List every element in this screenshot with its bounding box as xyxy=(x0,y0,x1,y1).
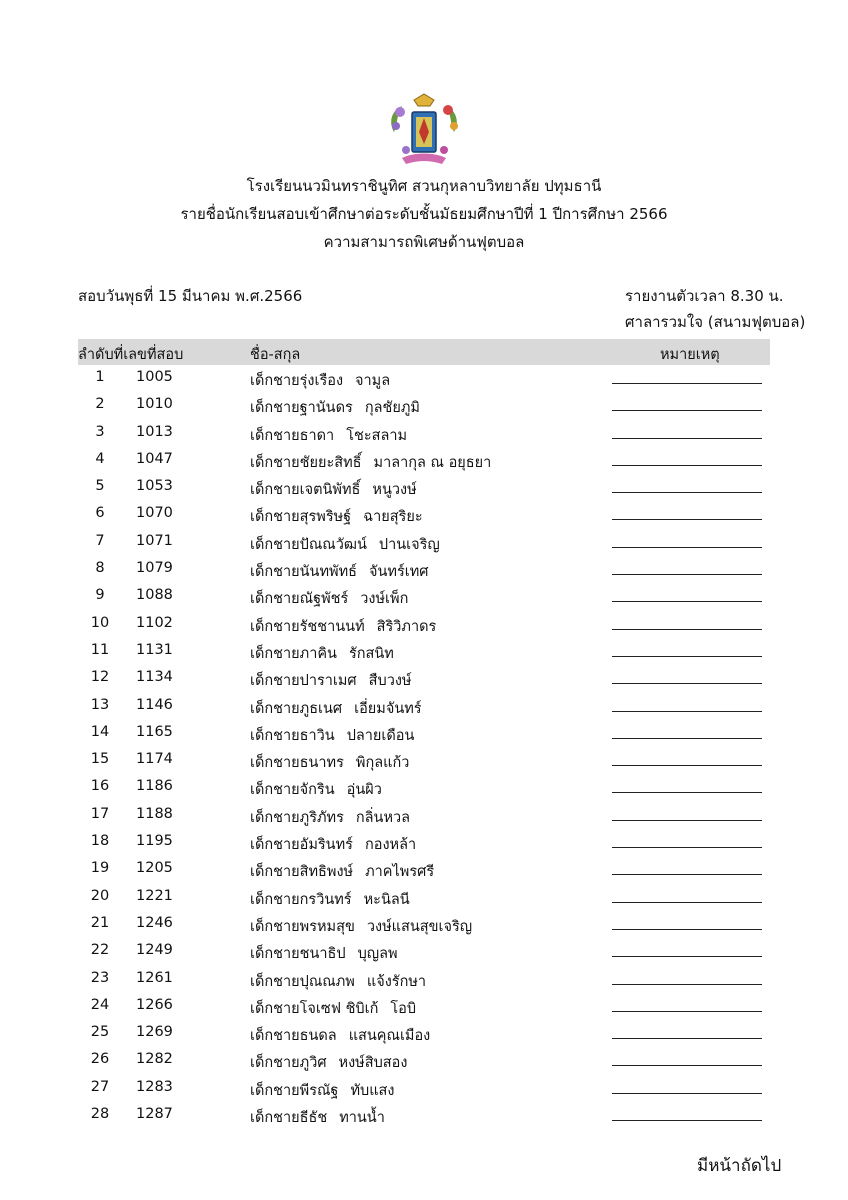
row-exam-id: 1282 xyxy=(136,1051,173,1068)
remark-blank-line xyxy=(612,738,762,739)
table-row xyxy=(0,638,848,665)
remark-blank-line xyxy=(612,629,762,630)
table-row xyxy=(0,911,848,938)
table-row xyxy=(0,365,848,392)
remark-blank-line xyxy=(612,711,762,712)
row-last-name: หนูวงษ์ xyxy=(372,482,417,499)
exam-date: สอบวันพุธที่ 15 มีนาคม พ.ศ.2566 xyxy=(78,287,303,305)
row-student-name xyxy=(250,642,394,665)
remark-blank-line xyxy=(612,601,762,602)
row-last-name: หงษ์สิบสอง xyxy=(338,1055,408,1072)
row-order: 19 xyxy=(90,860,110,877)
row-last-name: กลิ่นหวล xyxy=(355,809,411,826)
row-last-name: วงษ์เพ็ก xyxy=(360,591,409,608)
row-first-name: เด็กชายฐานันดร xyxy=(250,400,353,417)
row-last-name: โชะสลาม xyxy=(346,427,408,444)
header-name: ชื่อ-สกุล xyxy=(250,347,301,363)
row-student-name xyxy=(250,970,426,993)
row-last-name: ภาคไพรศรี xyxy=(365,864,435,881)
remark-blank-line xyxy=(612,820,762,821)
row-exam-id: 1079 xyxy=(136,560,173,577)
row-order: 23 xyxy=(90,969,110,986)
row-student-name xyxy=(250,615,436,638)
row-exam-id: 1134 xyxy=(136,669,173,686)
table-row xyxy=(0,529,848,556)
row-order: 7 xyxy=(95,532,105,549)
table-row xyxy=(0,1102,848,1129)
remark-blank-line xyxy=(612,683,762,684)
row-order: 4 xyxy=(95,450,105,467)
row-order: 18 xyxy=(90,833,110,850)
row-student-name xyxy=(250,369,390,392)
row-exam-id: 1165 xyxy=(136,723,173,740)
row-order: 2 xyxy=(95,396,105,413)
row-student-name xyxy=(250,1024,430,1047)
table-row xyxy=(0,556,848,583)
row-student-name xyxy=(250,505,423,528)
row-order: 8 xyxy=(95,560,105,577)
remark-blank-line xyxy=(612,874,762,875)
row-student-name xyxy=(250,1079,394,1102)
remark-blank-line xyxy=(612,574,762,575)
row-last-name: ปานเจริญ xyxy=(378,536,440,553)
row-exam-id: 1186 xyxy=(136,778,173,795)
row-last-name: รักสนิท xyxy=(348,645,394,662)
row-exam-id: 1070 xyxy=(136,505,173,522)
remark-blank-line xyxy=(612,847,762,848)
row-student-name xyxy=(250,587,408,610)
row-order: 6 xyxy=(95,505,105,522)
row-first-name: เด็กชายโจเซฟ ชิบิเก้ xyxy=(250,1000,379,1017)
row-exam-id: 1246 xyxy=(136,914,173,931)
table-row xyxy=(0,1047,848,1074)
remark-blank-line xyxy=(612,438,762,439)
row-first-name: เด็กชายณัฐพัชร์ xyxy=(250,591,349,608)
row-exam-id: 1013 xyxy=(136,423,173,440)
row-last-name: วงษ์แสนสุขเจริญ xyxy=(366,918,473,935)
row-order: 3 xyxy=(95,423,105,440)
report-time: รายงานตัวเวลา 8.30 น. xyxy=(625,287,784,305)
row-first-name: เด็กชายพีรณัฐ xyxy=(250,1082,339,1099)
row-exam-id: 1047 xyxy=(136,450,173,467)
row-exam-id: 1287 xyxy=(136,1106,173,1123)
row-order: 17 xyxy=(90,805,110,822)
header-order-id: ลำดับที่เลขที่สอบ xyxy=(78,347,184,363)
row-exam-id: 1174 xyxy=(136,751,173,768)
row-student-name xyxy=(250,860,434,883)
row-order: 11 xyxy=(90,641,110,658)
row-first-name: เด็กชายภาคิน xyxy=(250,645,337,662)
table-row xyxy=(0,802,848,829)
remark-blank-line xyxy=(612,929,762,930)
row-last-name: แสนคุณเมือง xyxy=(348,1028,431,1045)
row-order: 27 xyxy=(90,1078,110,1095)
row-last-name: จันทร์เทศ xyxy=(368,564,429,581)
row-exam-id: 1269 xyxy=(136,1024,173,1041)
row-first-name: เด็กชายปาราเมศ xyxy=(250,673,357,690)
row-exam-id: 1005 xyxy=(136,369,173,385)
row-first-name: เด็กชายธนาทร xyxy=(250,755,344,772)
row-exam-id: 1088 xyxy=(136,587,173,604)
row-student-name xyxy=(250,396,420,419)
row-first-name: เด็กชายนันทพัทธ์ xyxy=(250,564,357,581)
row-student-name xyxy=(250,915,472,938)
table-row xyxy=(0,693,848,720)
row-student-name xyxy=(250,451,491,474)
table-row xyxy=(0,938,848,965)
table-row xyxy=(0,420,848,447)
row-last-name: ปลายเดือน xyxy=(346,727,415,744)
row-first-name: เด็กชายรัชชานนท์ xyxy=(250,618,365,635)
row-order: 12 xyxy=(90,669,110,686)
header-remark: หมายเหตุ xyxy=(660,347,720,363)
row-last-name: อุ่นผิว xyxy=(346,782,382,799)
row-order: 5 xyxy=(95,478,105,495)
row-student-name xyxy=(250,806,410,829)
table-row xyxy=(0,966,848,993)
row-first-name: เด็กชายพรหมสุข xyxy=(250,918,355,935)
row-last-name: บุญลพ xyxy=(357,946,398,963)
row-last-name: มาลากุล ณ อยุธยา xyxy=(373,454,492,471)
row-exam-id: 1071 xyxy=(136,532,173,549)
row-exam-id: 1283 xyxy=(136,1078,173,1095)
remark-blank-line xyxy=(612,956,762,957)
table-row xyxy=(0,747,848,774)
row-first-name: เด็กชายรุ่งเรือง xyxy=(250,373,344,389)
table-row xyxy=(0,583,848,610)
row-order: 21 xyxy=(90,914,110,931)
row-student-name xyxy=(250,751,409,774)
table-row xyxy=(0,884,848,911)
row-last-name: หะนิลนี xyxy=(363,891,410,908)
remark-blank-line xyxy=(612,519,762,520)
row-student-name xyxy=(250,669,411,692)
row-order: 25 xyxy=(90,1024,110,1041)
row-exam-id: 1188 xyxy=(136,805,173,822)
row-first-name: เด็กชายธาวิน xyxy=(250,727,335,744)
row-first-name: เด็กชายชนาธิป xyxy=(250,946,346,963)
row-student-name xyxy=(250,724,414,747)
table-row xyxy=(0,474,848,501)
row-exam-id: 1195 xyxy=(136,833,173,850)
row-exam-id: 1249 xyxy=(136,942,173,959)
row-exam-id: 1131 xyxy=(136,641,173,658)
row-student-name xyxy=(250,560,428,583)
school-name: โรงเรียนนวมินทราชินูทิศ สวนกุหลาบวิทยาลัย ปทุมธานี xyxy=(246,177,602,195)
remark-blank-line xyxy=(612,1011,762,1012)
row-exam-id: 1053 xyxy=(136,478,173,495)
row-order: 10 xyxy=(90,614,110,631)
row-first-name: เด็กชายธนดล xyxy=(250,1028,337,1045)
row-order: 16 xyxy=(90,778,110,795)
row-first-name: เด็กชายภูธเนศ xyxy=(250,700,343,717)
row-student-name xyxy=(250,997,416,1020)
table-row xyxy=(0,501,848,528)
remark-blank-line xyxy=(612,792,762,793)
table-row xyxy=(0,993,848,1020)
row-exam-id: 1010 xyxy=(136,396,173,413)
row-first-name: เด็กชายธาดา xyxy=(250,427,335,444)
document-title: รายชื่อนักเรียนสอบเข้าศึกษาต่อระดับชั้นมัธยมศึกษาปีที่ 1 ปีการศึกษา 2566 xyxy=(180,205,668,223)
row-last-name: โอบิ xyxy=(390,1000,417,1017)
exam-venue: ศาลารวมใจ (สนามฟุตบอล) xyxy=(625,313,806,331)
remark-blank-line xyxy=(612,765,762,766)
row-first-name: เด็กชายปุณณภพ xyxy=(250,973,355,990)
remark-blank-line xyxy=(612,410,762,411)
row-first-name: เด็กชายสิทธิพงษ์ xyxy=(250,864,354,881)
table-row xyxy=(0,774,848,801)
table-row xyxy=(0,829,848,856)
row-last-name: เอี่ยมจันทร์ xyxy=(354,700,422,717)
row-order: 15 xyxy=(90,751,110,768)
row-exam-id: 1102 xyxy=(136,614,173,631)
row-order: 22 xyxy=(90,942,110,959)
row-student-name xyxy=(250,533,440,556)
row-first-name: เด็กชายภูวิศ xyxy=(250,1055,327,1072)
row-last-name: พิกุลแก้ว xyxy=(355,755,410,772)
row-last-name: จามูล xyxy=(355,373,391,389)
row-student-name xyxy=(250,424,407,447)
row-order: 1 xyxy=(95,369,105,385)
row-first-name: เด็กชายชัยยะสิทธิ์ xyxy=(250,454,362,471)
remark-blank-line xyxy=(612,1038,762,1039)
next-page-note: มีหน้าถัดไป xyxy=(697,1156,782,1176)
row-exam-id: 1146 xyxy=(136,696,173,713)
row-student-name xyxy=(250,833,416,856)
row-exam-id: 1221 xyxy=(136,887,173,904)
row-order: 28 xyxy=(90,1106,110,1123)
table-row xyxy=(0,611,848,638)
row-last-name: สืบวงษ์ xyxy=(368,673,412,690)
row-last-name: แจ้งรักษา xyxy=(366,973,427,990)
row-student-name xyxy=(250,942,398,965)
row-last-name: กองหล้า xyxy=(364,837,417,854)
row-order: 20 xyxy=(90,887,110,904)
row-first-name: เด็กชายธีธัช xyxy=(250,1110,328,1127)
student-list xyxy=(0,365,848,1129)
row-order: 24 xyxy=(90,996,110,1013)
remark-blank-line xyxy=(612,1065,762,1066)
row-last-name: กุลชัยภูมิ xyxy=(364,400,420,417)
table-header xyxy=(78,339,770,365)
row-first-name: เด็กชายปัณณวัฒน์ xyxy=(250,536,367,553)
table-row xyxy=(0,856,848,883)
school-emblem-icon xyxy=(384,92,464,168)
row-student-name xyxy=(250,1051,407,1074)
row-first-name: เด็กชายสุรพริษฐ์ xyxy=(250,509,352,526)
row-last-name: ฉายสุริยะ xyxy=(363,509,423,526)
row-first-name: เด็กชายจักริน xyxy=(250,782,335,799)
remark-blank-line xyxy=(612,383,762,384)
table-row xyxy=(0,720,848,747)
remark-blank-line xyxy=(612,1120,762,1121)
row-first-name: เด็กชายกรวินทร์ xyxy=(250,891,352,908)
row-student-name xyxy=(250,1106,385,1129)
row-last-name: ทับแสง xyxy=(350,1082,395,1099)
row-order: 13 xyxy=(90,696,110,713)
row-exam-id: 1266 xyxy=(136,996,173,1013)
row-last-name: ทานน้ำ xyxy=(339,1110,385,1127)
row-student-name xyxy=(250,888,410,911)
row-first-name: เด็กชายเจตนิพัทธิ์ xyxy=(250,482,361,499)
row-student-name xyxy=(250,478,417,501)
row-exam-id: 1261 xyxy=(136,969,173,986)
row-first-name: เด็กชายภูริภัทร xyxy=(250,809,344,826)
remark-blank-line xyxy=(612,1093,762,1094)
row-student-name xyxy=(250,778,382,801)
remark-blank-line xyxy=(612,465,762,466)
table-row xyxy=(0,392,848,419)
table-row xyxy=(0,665,848,692)
document-subtitle: ความสามารถพิเศษด้านฟุตบอล xyxy=(323,233,525,251)
row-order: 14 xyxy=(90,723,110,740)
remark-blank-line xyxy=(612,547,762,548)
remark-blank-line xyxy=(612,656,762,657)
row-first-name: เด็กชายอัมรินทร์ xyxy=(250,837,353,854)
row-last-name: สิริวิภาดร xyxy=(376,618,437,635)
table-row xyxy=(0,447,848,474)
row-order: 9 xyxy=(95,587,105,604)
row-order: 26 xyxy=(90,1051,110,1068)
remark-blank-line xyxy=(612,902,762,903)
table-row xyxy=(0,1020,848,1047)
remark-blank-line xyxy=(612,492,762,493)
table-row xyxy=(0,1075,848,1102)
row-exam-id: 1205 xyxy=(136,860,173,877)
remark-blank-line xyxy=(612,984,762,985)
row-student-name xyxy=(250,697,422,720)
